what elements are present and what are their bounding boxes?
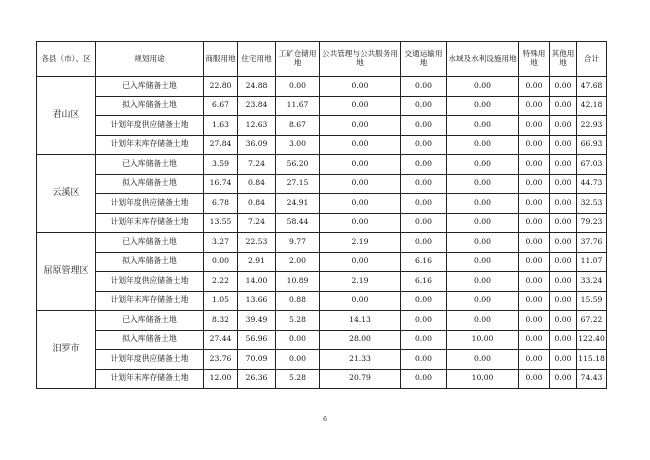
value-cell: 36.09 [238,135,276,155]
value-cell: 33.24 [577,272,607,292]
value-cell: 14.13 [320,311,401,331]
table-row [37,350,607,370]
value-cell: 0.00 [320,291,401,311]
table-row [37,311,607,331]
value-cell: 20.79 [320,369,401,389]
purpose-cell: 计划年度供应储备土地 [96,194,204,214]
value-cell: 0.00 [519,291,550,311]
value-cell: 0.00 [320,252,401,272]
value-cell: 0.00 [519,213,550,233]
header-transport: 交通运输用地 [401,42,447,77]
header-row [37,42,607,77]
header-other: 其他用地 [550,42,577,77]
value-cell: 24.88 [238,77,276,97]
value-cell: 0.00 [320,155,401,175]
value-cell: 0.00 [447,272,519,292]
table-row [37,194,607,214]
value-cell: 0.00 [550,194,577,214]
value-cell: 0.00 [519,350,550,370]
value-cell: 13.55 [204,213,238,233]
value-cell: 5.28 [276,311,320,331]
value-cell: 0.00 [401,213,447,233]
region-cell: 云溪区 [37,155,96,233]
value-cell: 0.00 [320,116,401,136]
table-row [37,174,607,194]
value-cell: 0.00 [550,135,577,155]
value-cell: 0.00 [519,155,550,175]
value-cell: 3.27 [204,233,238,253]
value-cell: 10.89 [276,272,320,292]
value-cell: 21.33 [320,350,401,370]
value-cell: 8.32 [204,311,238,331]
value-cell: 0.00 [519,252,550,272]
value-cell: 0.00 [276,350,320,370]
table-row [37,213,607,233]
land-reserve-table [36,41,607,389]
value-cell: 0.00 [550,311,577,331]
value-cell: 10.00 [447,330,519,350]
purpose-cell: 拟入库储备土地 [96,330,204,350]
table-row [37,252,607,272]
value-cell: 0.00 [447,96,519,116]
value-cell: 0.00 [401,291,447,311]
value-cell: 12.63 [238,116,276,136]
value-cell: 27.44 [204,330,238,350]
value-cell: 67.22 [577,311,607,331]
value-cell: 0.00 [519,174,550,194]
header-public-service: 公共管理与公共服务用地 [320,42,401,77]
value-cell: 11.07 [577,252,607,272]
value-cell: 1.63 [204,116,238,136]
purpose-cell: 拟入库储备土地 [96,252,204,272]
header-residential: 住宅用地 [238,42,276,77]
value-cell: 58.44 [276,213,320,233]
value-cell: 0.00 [519,272,550,292]
value-cell: 0.00 [550,77,577,97]
value-cell: 16.74 [204,174,238,194]
value-cell: 0.00 [401,77,447,97]
value-cell: 0.00 [550,155,577,175]
value-cell: 3.59 [204,155,238,175]
value-cell: 0.00 [401,311,447,331]
purpose-cell: 拟入库储备土地 [96,96,204,116]
value-cell: 66.93 [577,135,607,155]
value-cell: 0.00 [276,330,320,350]
value-cell: 27.15 [276,174,320,194]
value-cell: 0.00 [550,252,577,272]
value-cell: 56.20 [276,155,320,175]
table-row [37,291,607,311]
value-cell: 44.73 [577,174,607,194]
table-body [37,77,607,389]
value-cell: 79.23 [577,213,607,233]
value-cell: 0.00 [320,77,401,97]
value-cell: 6.78 [204,194,238,214]
table-row [37,135,607,155]
value-cell: 70.09 [238,350,276,370]
purpose-cell: 已入库储备土地 [96,311,204,331]
value-cell: 0.00 [550,369,577,389]
purpose-cell: 计划年末库存储备土地 [96,291,204,311]
value-cell: 0.00 [447,194,519,214]
value-cell: 0.00 [320,174,401,194]
value-cell: 11.67 [276,96,320,116]
value-cell: 0.00 [550,213,577,233]
value-cell: 22.93 [577,116,607,136]
value-cell: 0.00 [401,330,447,350]
region-cell: 君山区 [37,77,96,155]
value-cell: 14.00 [238,272,276,292]
value-cell: 67.03 [577,155,607,175]
value-cell: 0.00 [447,174,519,194]
table-row [37,116,607,136]
value-cell: 0.00 [550,291,577,311]
value-cell: 0.00 [401,116,447,136]
value-cell: 0.00 [447,291,519,311]
value-cell: 6.16 [401,272,447,292]
value-cell: 0.00 [447,135,519,155]
value-cell: 0.00 [401,369,447,389]
page-number: 6 [323,416,327,423]
value-cell: 0.00 [447,77,519,97]
value-cell: 0.00 [519,330,550,350]
value-cell: 15.59 [577,291,607,311]
table-row [37,77,607,97]
header-region: 各县（市）、区 [37,42,96,77]
table-row [37,369,607,389]
value-cell: 0.00 [550,116,577,136]
purpose-cell: 计划年末库存储备土地 [96,135,204,155]
value-cell: 5.28 [276,369,320,389]
value-cell: 0.84 [238,194,276,214]
value-cell: 0.00 [447,350,519,370]
value-cell: 37.76 [577,233,607,253]
purpose-cell: 计划年度供应储备土地 [96,272,204,292]
value-cell: 0.00 [519,96,550,116]
value-cell: 0.00 [550,174,577,194]
value-cell: 0.00 [550,350,577,370]
table-row [37,272,607,292]
purpose-cell: 已入库储备土地 [96,233,204,253]
value-cell: 0.00 [519,369,550,389]
value-cell: 0.00 [550,233,577,253]
value-cell: 10.00 [447,369,519,389]
value-cell: 22.53 [238,233,276,253]
value-cell: 27.84 [204,135,238,155]
value-cell: 0.00 [447,252,519,272]
value-cell: 24.91 [276,194,320,214]
value-cell: 1.05 [204,291,238,311]
purpose-cell: 计划年度供应储备土地 [96,116,204,136]
value-cell: 2.19 [320,272,401,292]
purpose-cell: 拟入库储备土地 [96,174,204,194]
value-cell: 26.36 [238,369,276,389]
value-cell: 0.00 [320,135,401,155]
header-total: 合计 [577,42,607,77]
value-cell: 0.00 [320,213,401,233]
table-row [37,155,607,175]
value-cell: 0.00 [401,155,447,175]
value-cell: 28.00 [320,330,401,350]
value-cell: 22.80 [204,77,238,97]
value-cell: 2.22 [204,272,238,292]
value-cell: 42.18 [577,96,607,116]
value-cell: 2.91 [238,252,276,272]
value-cell: 0.00 [401,174,447,194]
value-cell: 8.67 [276,116,320,136]
value-cell: 0.00 [447,311,519,331]
table-row [37,330,607,350]
value-cell: 0.00 [447,233,519,253]
value-cell: 0.84 [238,174,276,194]
purpose-cell: 计划年末库存储备土地 [96,369,204,389]
table-row [37,96,607,116]
value-cell: 7.24 [238,155,276,175]
value-cell: 0.00 [401,233,447,253]
value-cell: 74.43 [577,369,607,389]
purpose-cell: 已入库储备土地 [96,155,204,175]
purpose-cell: 已入库储备土地 [96,77,204,97]
header-water: 水域及水利设施用地 [447,42,519,77]
value-cell: 0.00 [519,311,550,331]
region-cell: 汨罗市 [37,311,96,389]
value-cell: 23.84 [238,96,276,116]
value-cell: 0.00 [447,155,519,175]
value-cell: 0.00 [204,252,238,272]
value-cell: 0.00 [447,116,519,136]
value-cell: 0.00 [401,194,447,214]
value-cell: 122.40 [577,330,607,350]
value-cell: 12.00 [204,369,238,389]
value-cell: 56.96 [238,330,276,350]
value-cell: 0.00 [320,194,401,214]
header-industrial: 工矿仓储用地 [276,42,320,77]
header-special: 特殊用地 [519,42,550,77]
value-cell: 0.00 [519,233,550,253]
value-cell: 6.16 [401,252,447,272]
table-row [37,233,607,253]
value-cell: 0.88 [276,291,320,311]
purpose-cell: 计划年末库存储备土地 [96,213,204,233]
value-cell: 0.00 [550,96,577,116]
value-cell: 0.00 [320,96,401,116]
value-cell: 2.00 [276,252,320,272]
value-cell: 7.24 [238,213,276,233]
value-cell: 0.00 [519,116,550,136]
header-commercial: 商服用地 [204,42,238,77]
value-cell: 6.67 [204,96,238,116]
value-cell: 2.19 [320,233,401,253]
value-cell: 13.66 [238,291,276,311]
value-cell: 0.00 [401,96,447,116]
value-cell: 9.77 [276,233,320,253]
value-cell: 32.53 [577,194,607,214]
value-cell: 115.18 [577,350,607,370]
purpose-cell: 计划年度供应储备土地 [96,350,204,370]
value-cell: 0.00 [550,330,577,350]
value-cell: 0.00 [447,213,519,233]
value-cell: 0.00 [519,77,550,97]
value-cell: 23.76 [204,350,238,370]
header-purpose: 规划用途 [96,42,204,77]
value-cell: 0.00 [276,77,320,97]
value-cell: 47.68 [577,77,607,97]
value-cell: 39.49 [238,311,276,331]
value-cell: 0.00 [550,272,577,292]
value-cell: 0.00 [401,350,447,370]
value-cell: 3.00 [276,135,320,155]
value-cell: 0.00 [519,135,550,155]
value-cell: 0.00 [519,194,550,214]
value-cell: 0.00 [401,135,447,155]
region-cell: 屈原管理区 [37,233,96,311]
